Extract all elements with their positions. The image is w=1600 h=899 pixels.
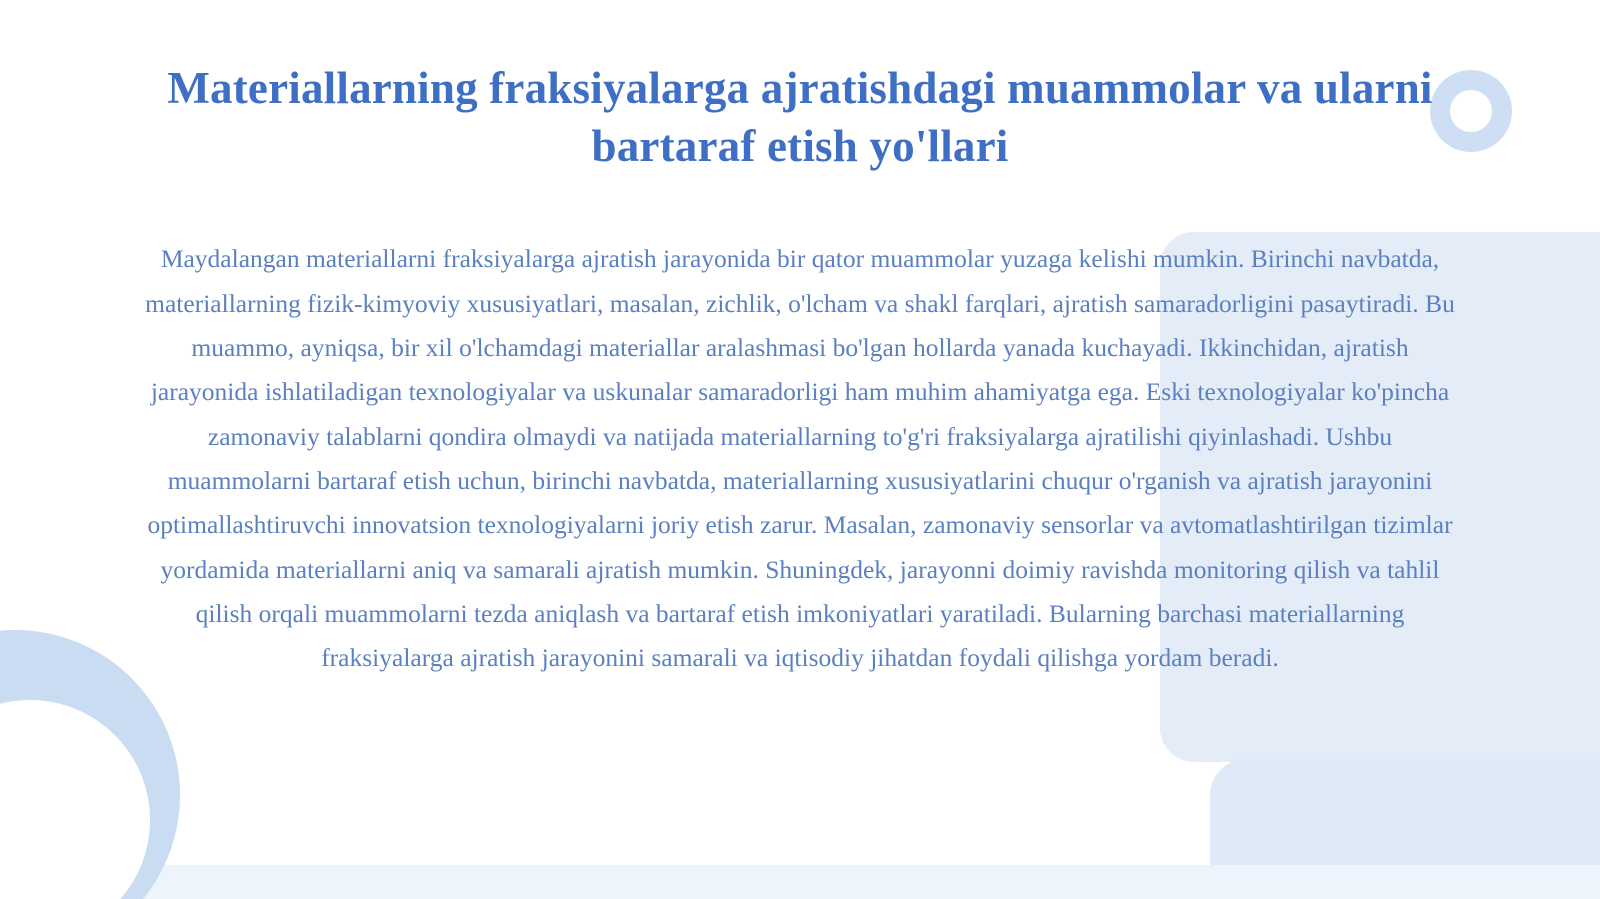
- page-title: Materiallarning fraksiyalarga ajratishdagi muammolar va ularni bartaraf etish yo'llari: [167, 63, 1433, 171]
- body-text-block: [135, 237, 1465, 681]
- body-paragraph: Maydalangan materiallarni fraksiyalarga ajratish jarayonida bir qator muammolar yuzaga kelishi mumkin. Birinchi navbatda, materiallarning fizik-kimyoviy xususiyatlari, masalan, zichlik, o'lcham va shakl farqlari, ajratish samaradorligini pasaytiradi. Bu muammo, ayniqsa, bir xil o'lchamdagi materiallar aralashmasi bo'lgan hollarda yanada kuchayadi. Ikkinchidan, ajratish jarayonida ishlatiladigan texnologiyalar va uskunalar samaradorligi ham muhim ahamiyatga ega. Eski texnologiyalar ko'pincha zamonaviy talablarni qondira olmaydi va natijada materiallarning to'g'ri fraksiyalarga ajratilishi qiyinlashadi. Ushbu muammolarni bartaraf etish uchun, birinchi navbatda, materiallarning xususiyatlarini chuqur o'rganish va ajratish jarayonini optimallashtiruvchi innovatsion texnologiyalarni joriy etish zarur. Masalan, zamonaviy sensorlar va avtomatlashtirilgan tizimlar yordamida materiallarni aniq va samarali ajratish mumkin. Shuningdek, jarayonni doimiy ravishda monitoring qilish va tahlil qilish orqali muammolarni tezda aniqlash va bartaraf etish imkoniyatlari yaratiladi. Bularning barchasi materiallarning fraksiyalarga ajratish jarayonini samarali va iqtisodiy jihatdan foydali qilishga yordam beradi.: [145, 244, 1455, 673]
